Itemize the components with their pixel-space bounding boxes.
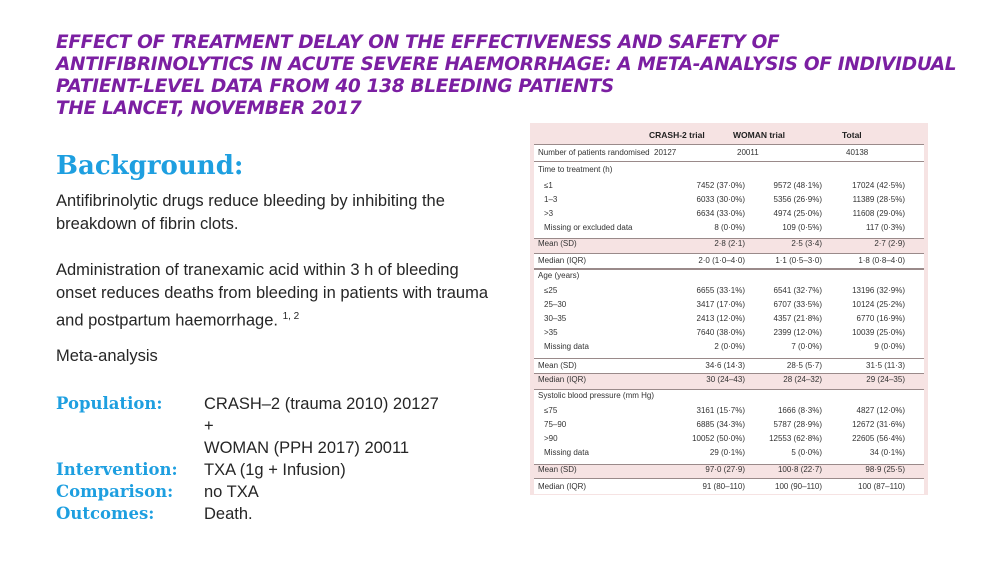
comparison-value: no TXA	[204, 483, 259, 501]
background-heading: Background:	[56, 151, 244, 181]
row-label: Number of patients randomised	[538, 148, 650, 157]
population-value: +	[204, 417, 214, 435]
pico-outcomes-row	[56, 503, 486, 525]
table-row: Median (IQR) 91 (80–110) 100 (90–110) 100 (87–110)	[534, 478, 924, 494]
slide-title	[56, 32, 956, 120]
title-line: EFFECT OF TREATMENT DELAY ON THE EFFECTIVENESS AND SAFETY OF	[56, 32, 780, 53]
header-total: Total	[842, 130, 862, 140]
meta-analysis-label: Meta-analysis	[56, 347, 158, 365]
pico-population-row	[56, 437, 486, 459]
population-label: Population:	[56, 394, 163, 413]
table-header	[530, 123, 928, 143]
outcomes-value: Death.	[204, 505, 253, 523]
outcomes-label: Outcomes:	[56, 504, 155, 523]
table-row	[534, 144, 924, 162]
baseline-characteristics-table: CRASH-2 trial WOMAN trial Total Number of patients randomised 20127 20011 40138 Time to treatment (h) ≤1 7452 (37·0%) 9572 (48·1%) 17024 (42·5%) 1–3 6033 (30·0%) 5356 (26·9%) 11389 (28·5%) >3 6634 (33·0%) 4974 (25·0%) 11608 (29·0%) Missing or excluded data 8 (0·0%) 109 (0·5%) 117 (0·3%) Mean (SD) 2·8 (2·1) 2·5 (3·4) 2·7 (2·9) Median (IQR) 2·0 (1·0–4·0) 1·1 (0·5–3·0) 1·8 (0·8–4·0) Age (years) ≤25 6655 (33·1%) 6541 (32·7%) 13196 (32·9%) 25–30 3417 (17·0%) 6707 (33·5%) 10124 (25·2%) 30–35 2413 (12·0%) 4357 (21·8%) 6770 (16·9%) >35 7640 (38·0%) 2399 (12·0%) 10039 (25·0%) Missing data 2 (0·0%) 7 (0·0%) 9 (0·0%) Mean (SD) 34·6 (14·3) 28·5 (5·7) 31·5 (11·3) Median (IQR) 30 (24–43) 28 (24–32) 29 (24–35) Systolic blood pressure (mm Hg) ≤75 3161 (15·7%) 1666 (8·3%) 4827 (12·0%) 75–90 6885 (34·3%) 5787 (28·9%) 12672 (31·6%) >90 10052 (50·0%) 12553 (62·8%) 22605 (56·4%) Missing data 29 (0·1%) 5 (0·0%) 34 (0·1%) Mean (SD) 97·0 (27·9) 100·8 (22·7) 98·9 (25·5) Median (IQR) 91 (80–110) 100 (90–110) 100 (87–110)	[530, 123, 928, 495]
intervention-label: Intervention:	[56, 460, 178, 479]
population-value: WOMAN (PPH 2017) 20011	[204, 439, 410, 457]
background-paragraph-1: Antifibrinolytic drugs reduce bleeding by inhibiting the breakdown of fibrin clots.	[56, 192, 445, 233]
background-paragraph-2	[56, 259, 496, 333]
comparison-label: Comparison:	[56, 482, 174, 501]
intervention-value: TXA (1g + Infusion)	[204, 461, 346, 479]
pico-comparison-row	[56, 481, 486, 503]
table-row: Median (IQR) 2·0 (1·0–4·0) 1·1 (0·5–3·0) 1·8 (0·8–4·0)	[534, 253, 924, 269]
pico-population-row	[56, 393, 486, 415]
pico-list	[56, 393, 486, 525]
reference-superscript: 1, 2	[282, 311, 300, 322]
background-paragraph-2-text: Administration of tranexamic acid within 3 h of bleeding onset reduces deaths from bleeding in patients with trauma and postpartum haemorrhage.	[56, 261, 488, 330]
header-crash2: CRASH-2 trial	[649, 130, 705, 140]
title-line: ANTIFIBRINOLYTICS IN ACUTE SEVERE HAEMORRHAGE: A META-ANALYSIS OF INDIVIDUAL	[56, 54, 957, 75]
table-row: Mean (SD) 34·6 (14·3) 28·5 (5·7) 31·5 (11·3)	[534, 358, 924, 374]
population-value: CRASH–2 (trauma 2010) 20127	[204, 395, 439, 413]
cell: 20127	[654, 148, 677, 157]
pico-intervention-row	[56, 459, 486, 481]
title-line: PATIENT-LEVEL DATA FROM 40 138 BLEEDING PATIENTS	[56, 76, 614, 97]
cell: 20011	[737, 148, 759, 157]
pico-population-row	[56, 415, 486, 437]
header-woman: WOMAN trial	[733, 130, 785, 140]
title-line: THE LANCET, NOVEMBER 2017	[56, 98, 362, 119]
cell: 40138	[846, 148, 869, 157]
